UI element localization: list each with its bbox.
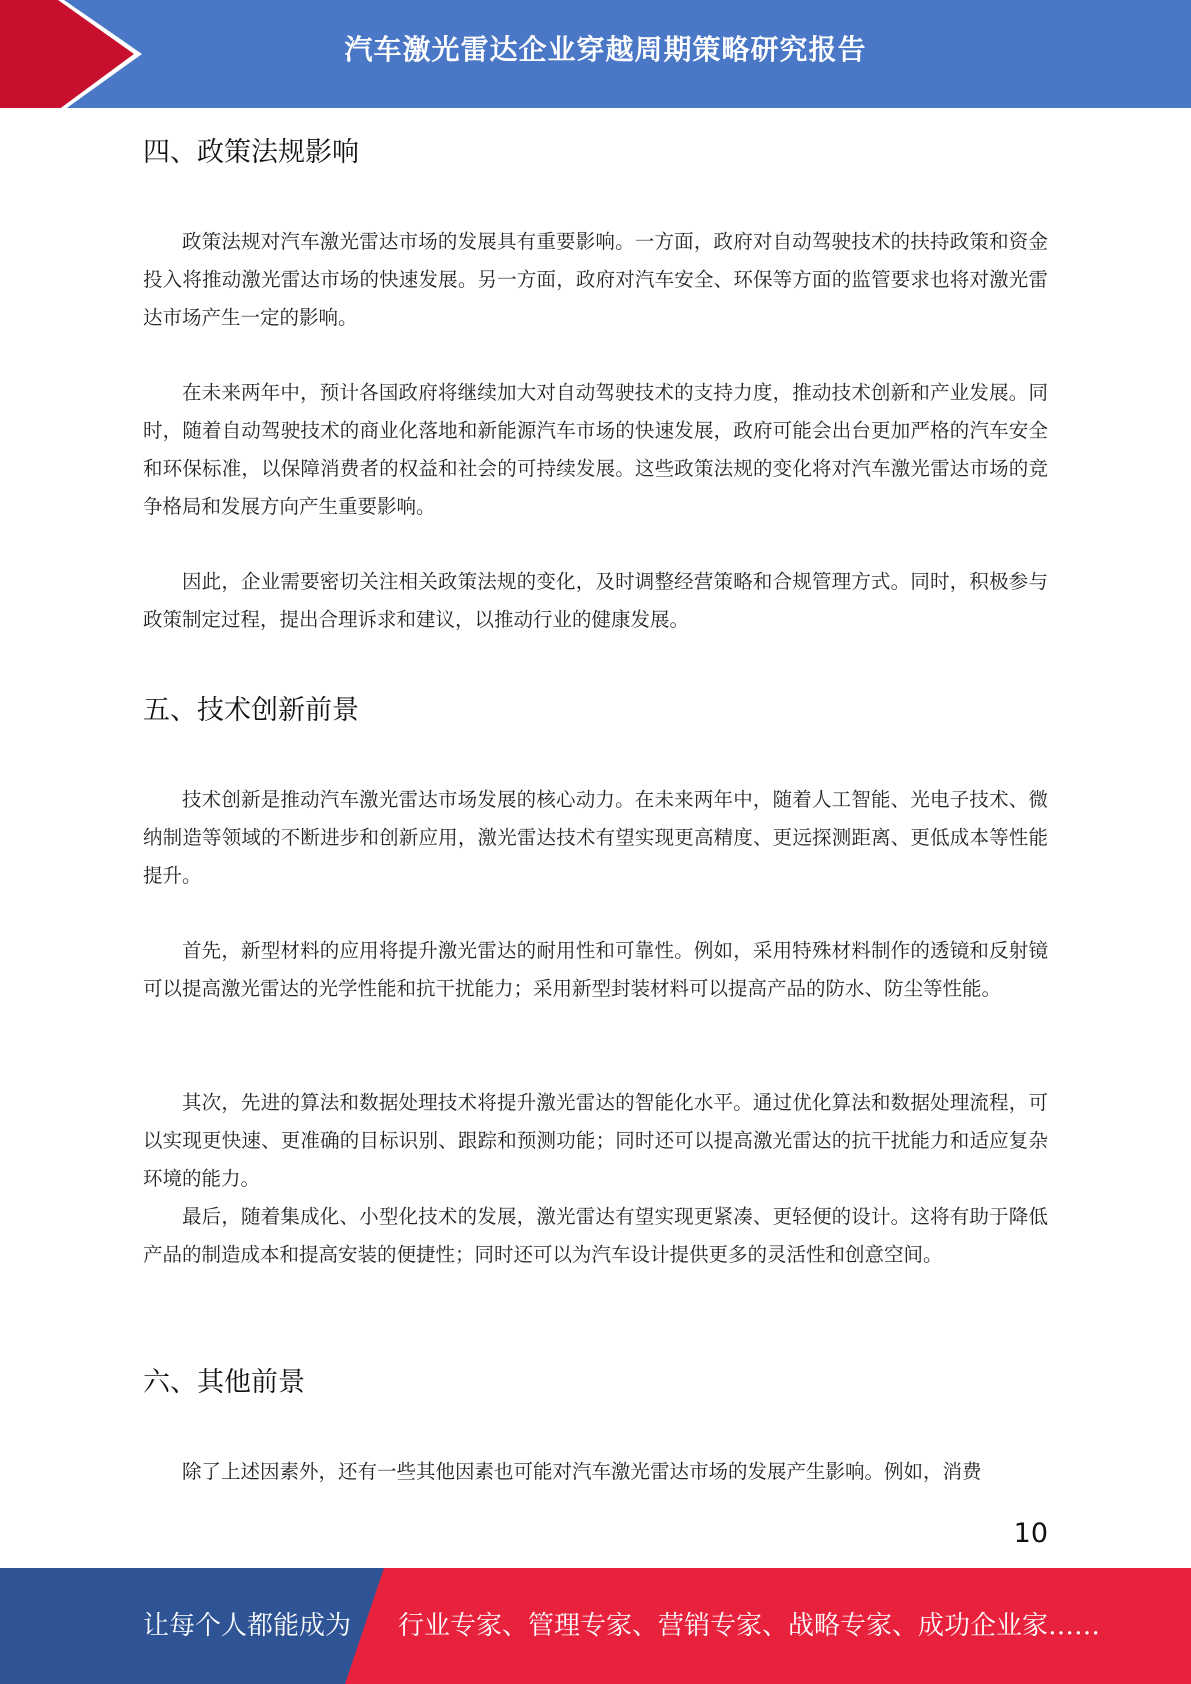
paragraph: 政策法规对汽车激光雷达市场的发展具有重要影响。一方面，政府对自动驾驶技术的扶持政策和资金投入将推动激光雷达市场的快速发展。另一方面，政府对汽车安全、环保等方面的监管要求也将对激光雷达市场产生一定的影响。 bbox=[143, 230, 1048, 329]
paragraph: 其次，先进的算法和数据处理技术将提升激光雷达的智能化水平。通过优化算法和数据处理流程，可以实现更快速、更准确的目标识别、跟踪和预测功能；同时还可以提高激光雷达的抗干扰能力和适应复杂环境的能力。 bbox=[143, 1091, 1048, 1190]
paragraph: 在未来两年中，预计各国政府将继续加大对自动驾驶技术的支持力度，推动技术创新和产业发展。同时，随着自动驾驶技术的商业化落地和新能源汽车市场的快速发展，政府可能会出台更加严格的汽车安全和环保标准，以保障消费者的权益和社会的可持续发展。这些政策法规的变化将对汽车激光雷达市场的竞争格局和发展方向产生重要影响。 bbox=[143, 381, 1048, 518]
page-header bbox=[0, 0, 1191, 110]
footer-slogan-right: 行业专家、管理专家、营销专家、战略专家、成功企业家…… bbox=[398, 1611, 1101, 1641]
paragraph: 最后，随着集成化、小型化技术的发展，激光雷达有望实现更紧凑、更轻便的设计。这将有助于降低产品的制造成本和提高安装的便捷性；同时还可以为汽车设计提供更多的灵活性和创意空间。 bbox=[143, 1205, 1048, 1266]
paragraph: 除了上述因素外，还有一些其他因素也可能对汽车激光雷达市场的发展产生影响。例如，消费 bbox=[182, 1460, 982, 1483]
section-title: 五、技术创新前景 bbox=[143, 695, 359, 726]
paragraph: 首先，新型材料的应用将提升激光雷达的耐用性和可靠性。例如，采用特殊材料制作的透镜和反射镜可以提高激光雷达的光学性能和抗干扰能力；采用新型封装材料可以提高产品的防水、防尘等性能。 bbox=[143, 939, 1048, 1000]
footer-slogan-left: 让每个人都能成为 bbox=[143, 1611, 352, 1641]
section-title: 四、政策法规影响 bbox=[143, 137, 359, 168]
section-title: 六、其他前景 bbox=[143, 1367, 305, 1398]
report-title: 汽车激光雷达企业穿越周期策略研究报告 bbox=[344, 33, 867, 66]
paragraph: 技术创新是推动汽车激光雷达市场发展的核心动力。在未来两年中，随着人工智能、光电子技术、微纳制造等领域的不断进步和创新应用，激光雷达技术有望实现更高精度、更远探测距离、更低成本等性能提升。 bbox=[143, 788, 1048, 887]
page-footer bbox=[0, 1568, 1191, 1684]
paragraph: 因此，企业需要密切关注相关政策法规的变化，及时调整经营策略和合规管理方式。同时，积极参与政策制定过程，提出合理诉求和建议，以推动行业的健康发展。 bbox=[143, 570, 1048, 631]
page-number: 10 bbox=[1013, 1518, 1048, 1549]
header-divider bbox=[0, 108, 1191, 110]
